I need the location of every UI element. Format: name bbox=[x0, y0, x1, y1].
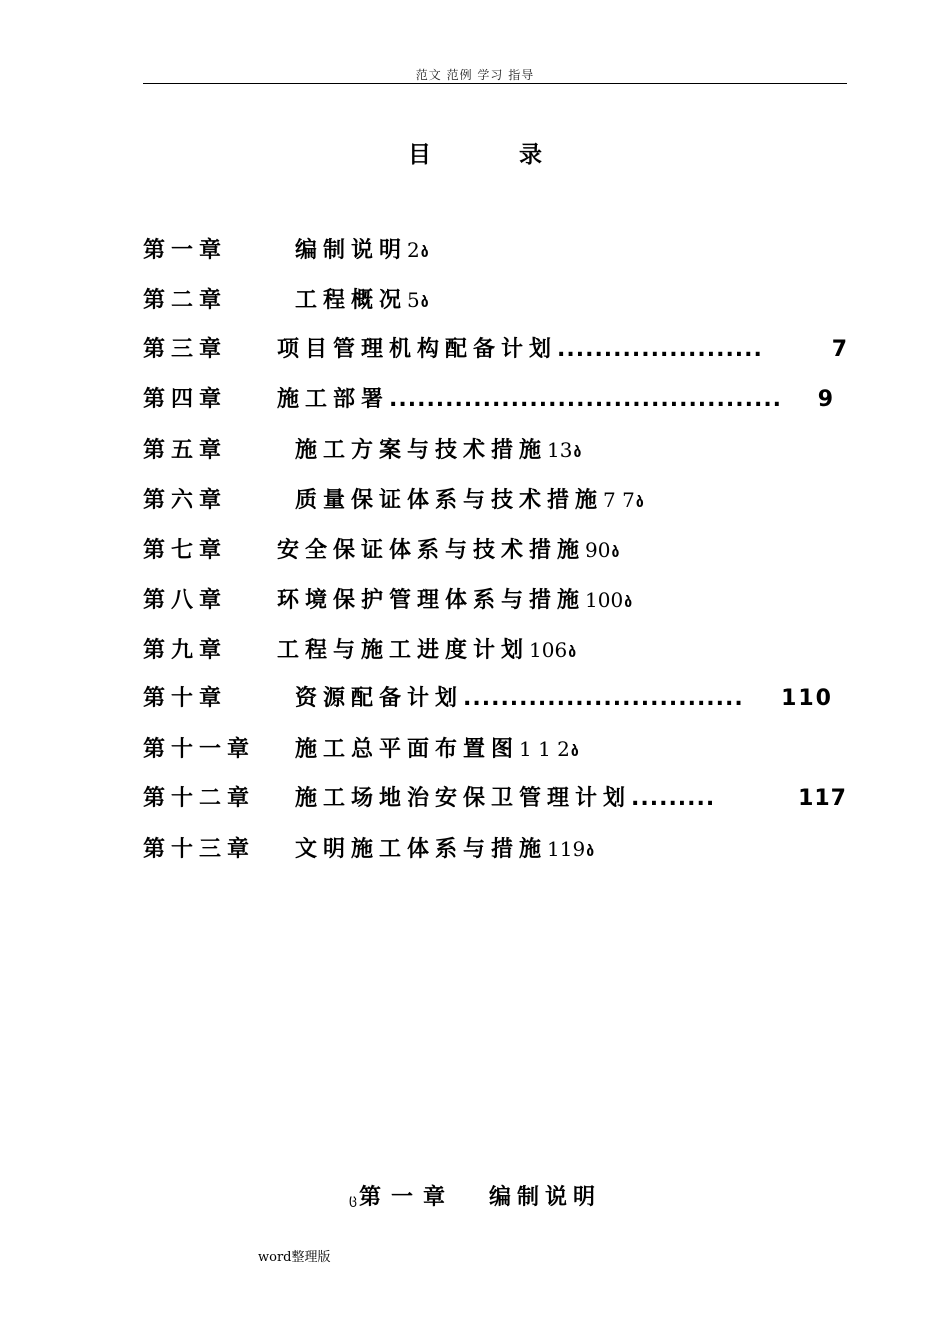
toc-title-text: 施工总平面布置图 bbox=[295, 737, 520, 762]
toc-page: 13 bbox=[547, 438, 573, 462]
toc-title-text: 文明施工体系与措施 bbox=[295, 837, 548, 862]
toc-row-11[interactable] bbox=[143, 732, 579, 766]
toc-row-4[interactable] bbox=[143, 383, 833, 417]
toc-page: 9 bbox=[817, 387, 833, 412]
toc-leader-dots: ...................... bbox=[557, 337, 763, 362]
toc-title-text: 施工方案与技术措施 bbox=[295, 438, 548, 463]
toc-title-text: 项目管理机构配备计划 bbox=[277, 337, 558, 362]
toc-leader-dots: .............................. bbox=[463, 686, 744, 711]
toc-chapter: 第五章 bbox=[143, 438, 228, 463]
toc-chapter: 第十一章 bbox=[143, 737, 256, 762]
toc-mark: ბ bbox=[624, 595, 633, 611]
toc-row-7[interactable] bbox=[143, 533, 619, 567]
toc-mark: ბ bbox=[586, 844, 595, 860]
page-header-text: 范文 范例 学习 指导 bbox=[415, 68, 535, 82]
toc-chapter: 第十章 bbox=[143, 686, 228, 711]
toc-chapter: 第三章 bbox=[143, 337, 228, 362]
toc-chapter: 第九章 bbox=[143, 638, 228, 663]
toc-page: 7 7 bbox=[603, 488, 635, 512]
toc-title-text: 编制说明 bbox=[295, 238, 408, 263]
section-title: 编制说明 bbox=[489, 1185, 602, 1210]
header-rule bbox=[143, 83, 847, 84]
toc-leader-dots: ......... bbox=[631, 786, 716, 811]
toc-page: 110 bbox=[781, 686, 833, 711]
toc-row-6[interactable] bbox=[143, 483, 644, 517]
toc-page: 7 bbox=[831, 337, 847, 362]
toc-chapter: 第十三章 bbox=[143, 837, 256, 862]
toc-title: 目 录 bbox=[407, 142, 582, 168]
toc-page: 100 bbox=[585, 588, 624, 612]
section-chapter: 第一章 bbox=[358, 1185, 455, 1210]
toc-row-13[interactable] bbox=[143, 832, 594, 866]
toc-row-12[interactable] bbox=[143, 782, 847, 816]
toc-page: 90 bbox=[585, 538, 611, 562]
toc-page: 1 1 2 bbox=[519, 737, 570, 761]
toc-mark: ბ bbox=[420, 295, 429, 311]
toc-title-text: 施工场地治安保卫管理计划 bbox=[295, 786, 632, 811]
section-mark: ც bbox=[348, 1192, 357, 1208]
toc-chapter: 第十二章 bbox=[143, 786, 256, 811]
toc-mark: ბ bbox=[611, 545, 620, 561]
toc-title-text: 质量保证体系与技术措施 bbox=[295, 488, 604, 513]
toc-mark: ბ bbox=[570, 744, 579, 760]
toc-page: 117 bbox=[798, 786, 847, 811]
toc-row-10[interactable] bbox=[143, 682, 833, 716]
toc-mark: ბ bbox=[420, 245, 429, 261]
toc-mark: ბ bbox=[568, 645, 577, 661]
page-footer-text: word整理版 bbox=[258, 1250, 331, 1265]
toc-chapter: 第四章 bbox=[143, 387, 228, 412]
toc-chapter: 第七章 bbox=[143, 538, 228, 563]
toc-chapter: 第六章 bbox=[143, 488, 228, 513]
toc-mark: ბ bbox=[573, 445, 582, 461]
toc-row-3[interactable] bbox=[143, 333, 847, 367]
toc-chapter: 第二章 bbox=[143, 288, 228, 313]
toc-row-8[interactable] bbox=[143, 583, 632, 617]
toc-page: 119 bbox=[547, 837, 586, 861]
toc-title-text: 安全保证体系与技术措施 bbox=[277, 538, 586, 563]
toc-row-2[interactable] bbox=[143, 283, 429, 317]
toc-row-1[interactable] bbox=[143, 233, 429, 267]
toc-row-9[interactable] bbox=[143, 633, 576, 667]
toc-title-text: 工程概况 bbox=[295, 288, 408, 313]
toc-chapter: 第一章 bbox=[143, 238, 228, 263]
section-heading bbox=[0, 1180, 950, 1211]
toc-page: 106 bbox=[529, 638, 568, 662]
toc-title-text: 工程与施工进度计划 bbox=[277, 638, 530, 663]
toc-row-5[interactable] bbox=[143, 433, 581, 467]
toc-title-text: 环境保护管理体系与措施 bbox=[277, 588, 586, 613]
toc-leader-dots: .......................................... bbox=[389, 387, 783, 412]
toc-page: 2 bbox=[407, 238, 420, 262]
toc-page: 5 bbox=[407, 288, 420, 312]
toc-chapter: 第八章 bbox=[143, 588, 228, 613]
toc-title-text: 资源配备计划 bbox=[295, 686, 464, 711]
toc-mark: ბ bbox=[635, 495, 644, 511]
toc-title-text: 施工部署 bbox=[277, 387, 390, 412]
